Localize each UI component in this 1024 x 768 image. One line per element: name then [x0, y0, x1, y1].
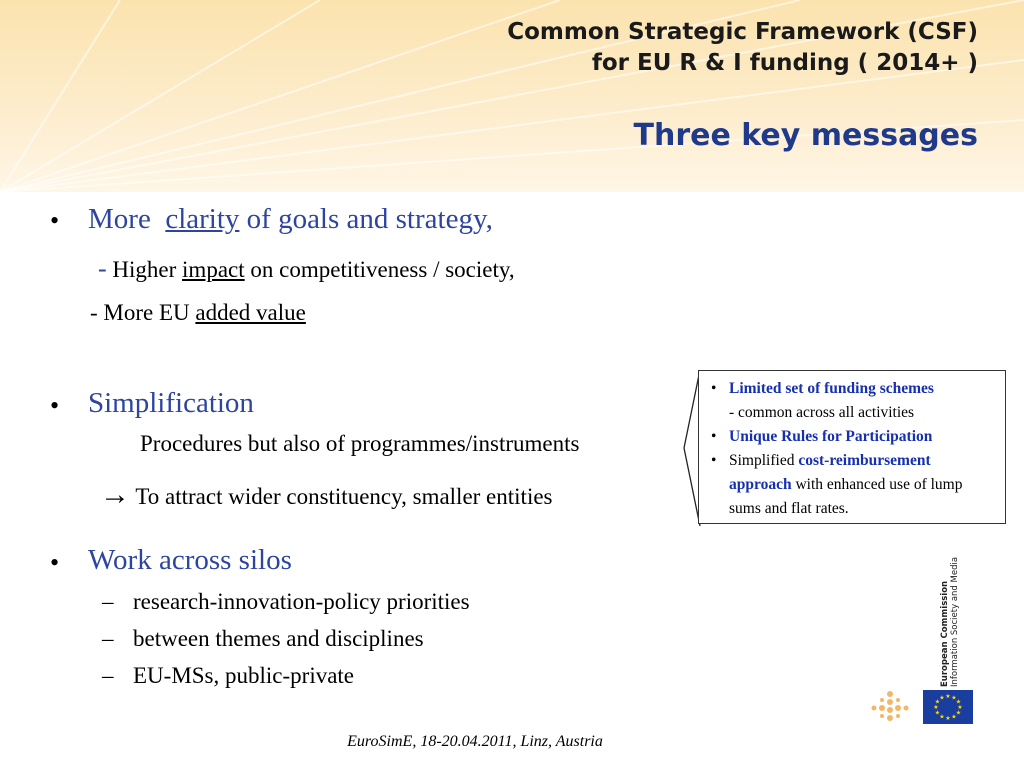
bullet-marker: • — [50, 206, 60, 235]
callout-item-bold: cost-reimbursement approach — [729, 452, 931, 493]
bullet-simplification: Simplification — [88, 387, 254, 419]
callout-list — [707, 377, 997, 521]
ec-logo-line-1: European Commission — [940, 580, 950, 687]
sub-item-impact-underlined: impact — [182, 257, 245, 282]
svg-text:★: ★ — [933, 704, 939, 711]
eu-stars-icon — [923, 690, 973, 724]
sub-item-added-value — [90, 300, 306, 326]
svg-text:★: ★ — [955, 709, 962, 717]
svg-text:★: ★ — [945, 693, 951, 700]
title-line-1: Common Strategic Framework (CSF) — [507, 19, 978, 45]
callout-box — [698, 370, 1006, 524]
silos-sub-item: research-innovation-policy priorities — [133, 589, 470, 614]
sub-item-added-value-underlined: added value — [195, 300, 306, 325]
silos-sub-item: between themes and disciplines — [133, 626, 424, 651]
bullet-clarity — [88, 203, 493, 236]
svg-text:★: ★ — [951, 713, 957, 721]
bullet-clarity-underlined: clarity — [165, 203, 240, 235]
dash-marker: - — [98, 254, 107, 283]
eu-flag-icon — [923, 690, 973, 724]
simplification-detail: Procedures but also of programmes/instruments — [140, 431, 580, 456]
callout-item-text: Simplified — [729, 452, 795, 469]
dash-marker: – — [102, 663, 114, 688]
svg-text:★: ★ — [934, 709, 941, 717]
callout-item-bold: Limited set of funding schemes — [729, 380, 934, 397]
ec-logo-text — [938, 545, 958, 690]
bullet-marker: • — [50, 391, 60, 420]
svg-text:★: ★ — [939, 694, 945, 702]
dash-marker: – — [102, 626, 114, 651]
silos-sub-item: EU-MSs, public-private — [133, 663, 355, 688]
slide-subtitle: Three key messages — [633, 118, 978, 153]
simplification-goal — [100, 478, 553, 512]
ec-logo-line-2: Information Society and Media — [950, 556, 960, 687]
svg-text:★: ★ — [955, 698, 962, 706]
svg-text:★: ★ — [939, 713, 945, 721]
bullet-work-across-silos: Work across silos — [88, 544, 292, 576]
bullet-clarity-pre: More — [88, 203, 151, 235]
callout-item — [707, 449, 997, 521]
sub-item-added-value-pre: - More EU — [90, 300, 190, 325]
dots-icon — [870, 690, 910, 726]
callout-item-text: with enhanced use of lump sums and flat rates. — [729, 476, 963, 517]
bullet-marker: • — [50, 548, 60, 577]
arrow-icon: → — [100, 478, 130, 511]
header-banner — [0, 0, 1024, 192]
sub-item-impact-post: on competitiveness / society, — [250, 257, 515, 282]
sub-item-impact-pre: Higher — [112, 257, 177, 282]
bullet-clarity-post: of goals and strategy, — [246, 203, 493, 235]
slide-title — [507, 17, 978, 79]
svg-text:★: ★ — [957, 704, 963, 711]
dash-marker: – — [102, 589, 114, 614]
callout-item-text: - common across all activities — [729, 404, 915, 421]
svg-text:★: ★ — [951, 694, 957, 702]
svg-text:★: ★ — [934, 698, 941, 706]
callout-item — [707, 425, 997, 449]
slide-footer: EuroSimE, 18-20.04.2011, Linz, Austria — [347, 733, 603, 750]
sub-item-impact — [98, 254, 515, 284]
svg-text:★: ★ — [945, 715, 951, 722]
title-line-2: for EU R & I funding ( 2014+ ) — [591, 50, 978, 76]
simplification-goal-text: To attract wider constituency, smaller entities — [135, 484, 553, 509]
callout-item — [707, 377, 997, 425]
callout-item-bold: Unique Rules for Participation — [729, 428, 933, 445]
